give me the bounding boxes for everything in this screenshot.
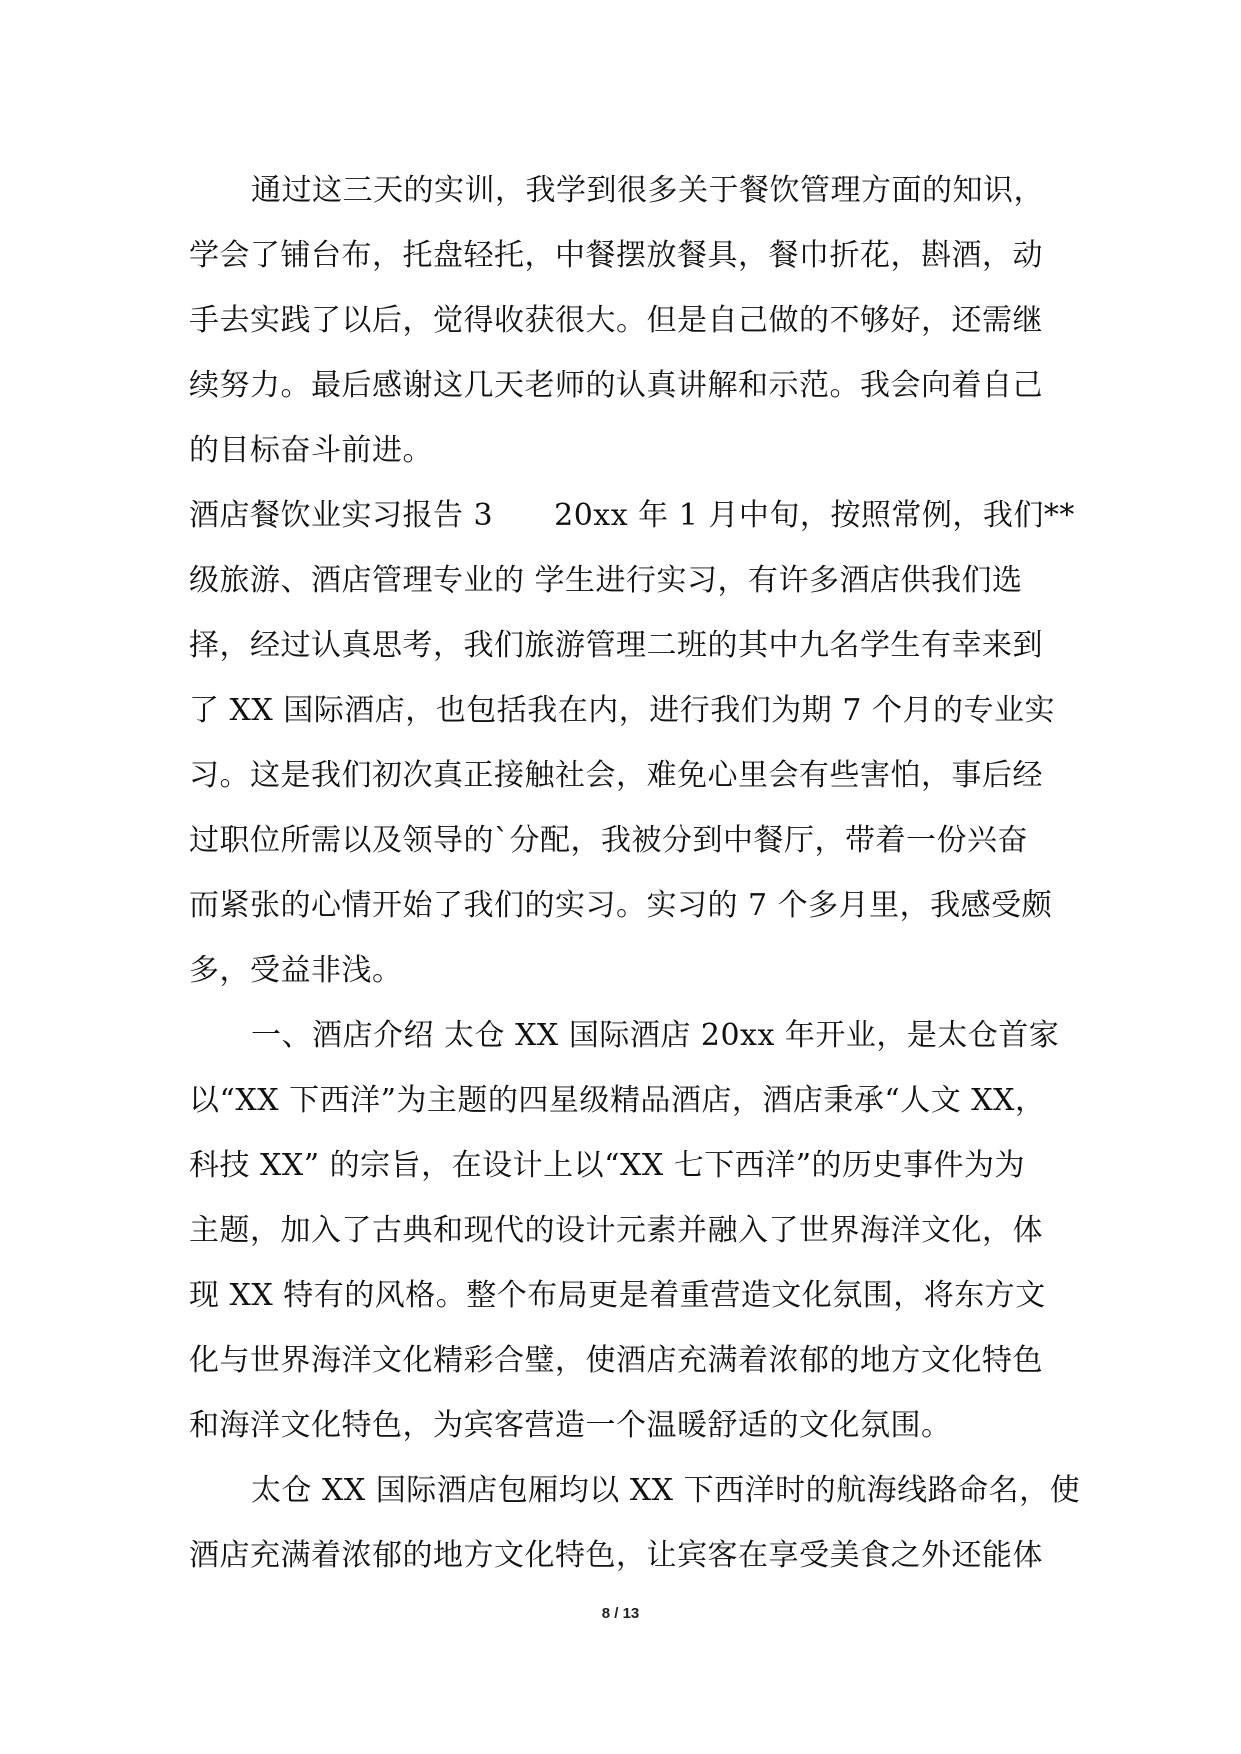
text-line: 以“XX 下西洋”为主题的四星级精品酒店，酒店秉承“人文 XX， [189, 1083, 1046, 1118]
text-line: 择，经过认真思考，我们旅游管理二班的其中九名学生有幸来到 [189, 628, 1043, 663]
text-line: 而紧张的心情开始了我们的实习。实习的 7 个多月里，我感受颇 [189, 888, 1053, 923]
text-line: 一、酒店介绍 太仓 XX 国际酒店 20xx 年开业，是太仓首家 [251, 1018, 1060, 1053]
text-line: 太仓 XX 国际酒店包厢均以 XX 下西洋时的航海线路命名，使 [251, 1473, 1081, 1508]
text-line: 过职位所需以及领导的`分配，我被分到中餐厅，带着一份兴奋 [189, 823, 1028, 858]
text-line: 科技 XX” 的宗旨，在设计上以“XX 七下西洋”的历史事件为为 [189, 1148, 1026, 1183]
text-line: 学会了铺台布，托盘轻托，中餐摆放餐具，餐巾折花，斟酒，动 [189, 238, 1043, 273]
body-text [189, 158, 1081, 1588]
text-line: 手去实践了以后，觉得收获很大。但是自己做的不够好，还需继 [189, 303, 1043, 338]
section-heading-line: 酒店餐饮业实习报告 3 20xx 年 1 月中旬，按照常例，我们** [189, 498, 1075, 533]
text-line: 级旅游、酒店管理专业的 学生进行实习，有许多酒店供我们选 [189, 563, 1023, 598]
page-number: 8 / 13 [601, 1605, 640, 1622]
text-line: 的目标奋斗前进。 [189, 433, 433, 468]
text-line: 化与世界海洋文化精彩合璧，使酒店充满着浓郁的地方文化特色 [189, 1343, 1043, 1378]
text-line: 现 XX 特有的风格。整个布局更是着重营造文化氛围，将东方文 [189, 1278, 1046, 1313]
text-line: 主题，加入了古典和现代的设计元素并融入了世界海洋文化，体 [189, 1213, 1043, 1248]
text-line: 了 XX 国际酒店，也包括我在内，进行我们为期 7 个月的专业实 [189, 693, 1055, 728]
text-line: 多，受益非浅。 [189, 953, 403, 988]
text-line: 和海洋文化特色，为宾客营造一个温暖舒适的文化氛围。 [189, 1408, 952, 1443]
text-line: 续努力。最后感谢这几天老师的认真讲解和示范。我会向着自己 [189, 368, 1043, 403]
text-line: 通过这三天的实训，我学到很多关于餐饮管理方面的知识， [251, 173, 1044, 208]
text-line: 习。这是我们初次真正接触社会，难免心里会有些害怕，事后经 [189, 758, 1043, 793]
text-line: 酒店充满着浓郁的地方文化特色，让宾客在享受美食之外还能体 [189, 1538, 1043, 1573]
